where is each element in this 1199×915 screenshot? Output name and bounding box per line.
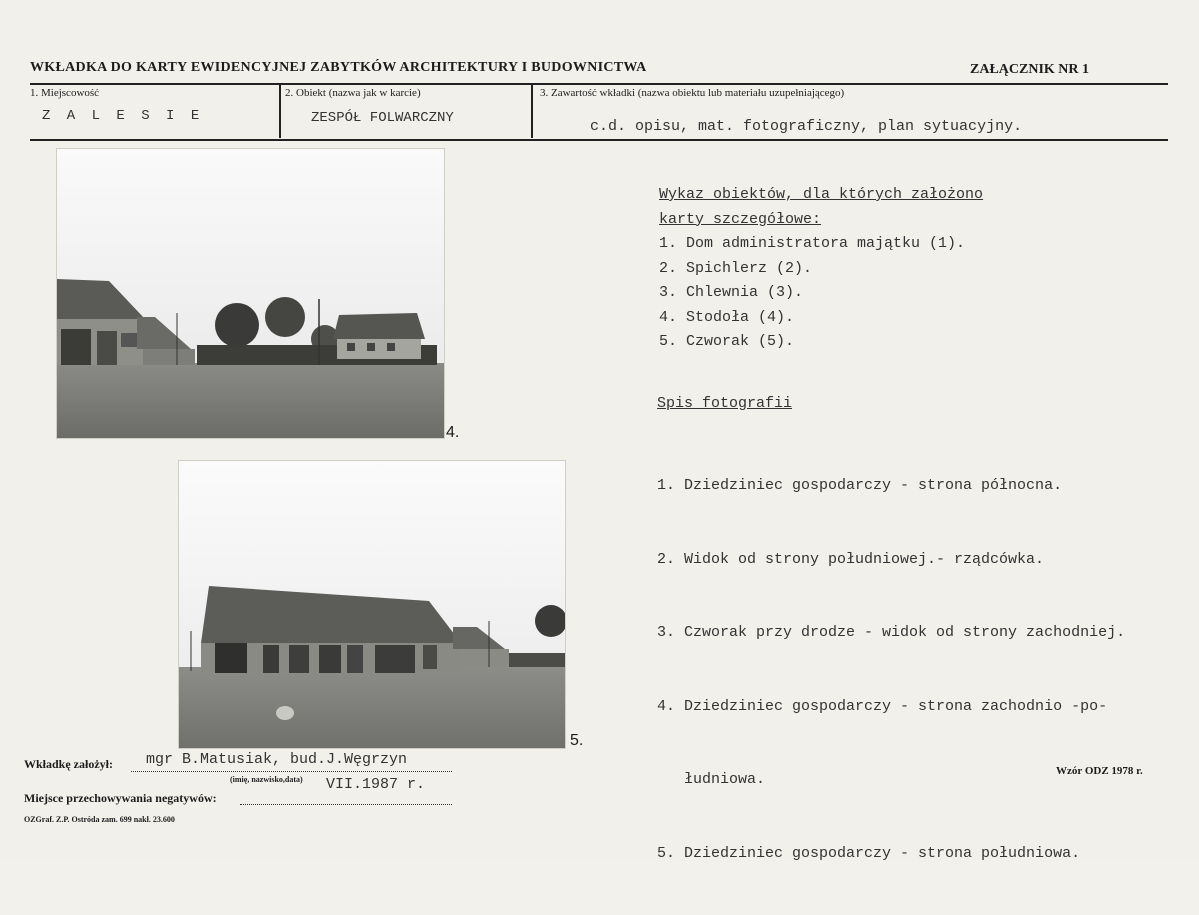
place-label: 1. Miejscowość: [30, 87, 100, 99]
objects-list: [659, 183, 983, 355]
list-item: 3. Chlewnia (3).: [659, 284, 804, 301]
content-label: 3. Zawartość wkładki (nazwa obiektu lub materiału uzupełniającego): [540, 87, 845, 99]
photo-5-number: 5.: [570, 732, 584, 749]
list-item: 1. Dom administratora majątku (1).: [659, 235, 966, 252]
list-item: 5. Dziedziniec gospodarczy - strona południowa.: [657, 844, 1081, 862]
object-label: 2. Obiekt (nazwa jak w karcie): [285, 87, 421, 99]
list-item: 2. Spichlerz (2).: [659, 259, 813, 277]
printer-info: OZGraf. Z.P. Ostróda zam. 699 nakł. 23.600: [24, 815, 175, 824]
author-dotline: [131, 771, 452, 772]
annex-number: ZAŁĄCZNIK NR 1: [970, 62, 1090, 77]
date-value: VII.1987 r.: [326, 776, 426, 793]
header-rule-bottom: [30, 139, 1168, 141]
content-value: c.d. opisu, mat. fotograficzny, plan sytuacyjny.: [590, 118, 1023, 135]
list-item: 2. Widok od strony południowej.- rządcówka.: [657, 550, 1045, 568]
list-item: 3. Czworak przy drodze - widok od strony zachodniej.: [657, 624, 1126, 641]
objects-heading-line1: Wykaz obiektów, dla których założono: [659, 186, 984, 203]
storage-label: Miejsce przechowywania negatywów:: [24, 791, 217, 805]
header-rule-top: [30, 83, 1168, 85]
sheet-title: WKŁADKA DO KARTY EWIDENCYJNEJ ZABYTKÓW ARCHITEKTURY I BUDOWNICTWA: [30, 60, 647, 75]
field-divider-2: [531, 84, 533, 138]
author-label: Wkładkę założył:: [24, 757, 113, 771]
form-version: Wzór ODZ 1978 r.: [1056, 765, 1143, 777]
author-hint: (imię, nazwisko,data): [230, 775, 303, 784]
list-item: 4. Dziedziniec gospodarczy - strona zachodnio -po-: [657, 697, 1108, 715]
field-divider-1: [279, 84, 281, 138]
author-value: mgr B.Matusiak, bud.J.Węgrzyn: [146, 751, 408, 768]
list-item: 1. Dziedziniec gospodarczy - strona północna.: [657, 477, 1063, 494]
photo-list-heading: Spis fotografii: [657, 395, 793, 412]
photo-farmyard-south: [178, 460, 566, 749]
photo-list: [657, 425, 1125, 915]
place-value: Z A L E S I E: [42, 108, 204, 124]
list-item: 5. Czworak (5).: [659, 333, 795, 350]
object-value: ZESPÓŁ FOLWARCZNY: [311, 110, 454, 126]
storage-dotline: [240, 804, 452, 805]
list-item: 4. Stodoła (4).: [659, 308, 795, 326]
objects-heading-line2: karty szczegółowe:: [659, 210, 822, 228]
photo-farmyard-north: [56, 148, 445, 439]
list-item: łudniowa.: [657, 771, 766, 788]
photo-4-number: 4.: [446, 424, 460, 441]
